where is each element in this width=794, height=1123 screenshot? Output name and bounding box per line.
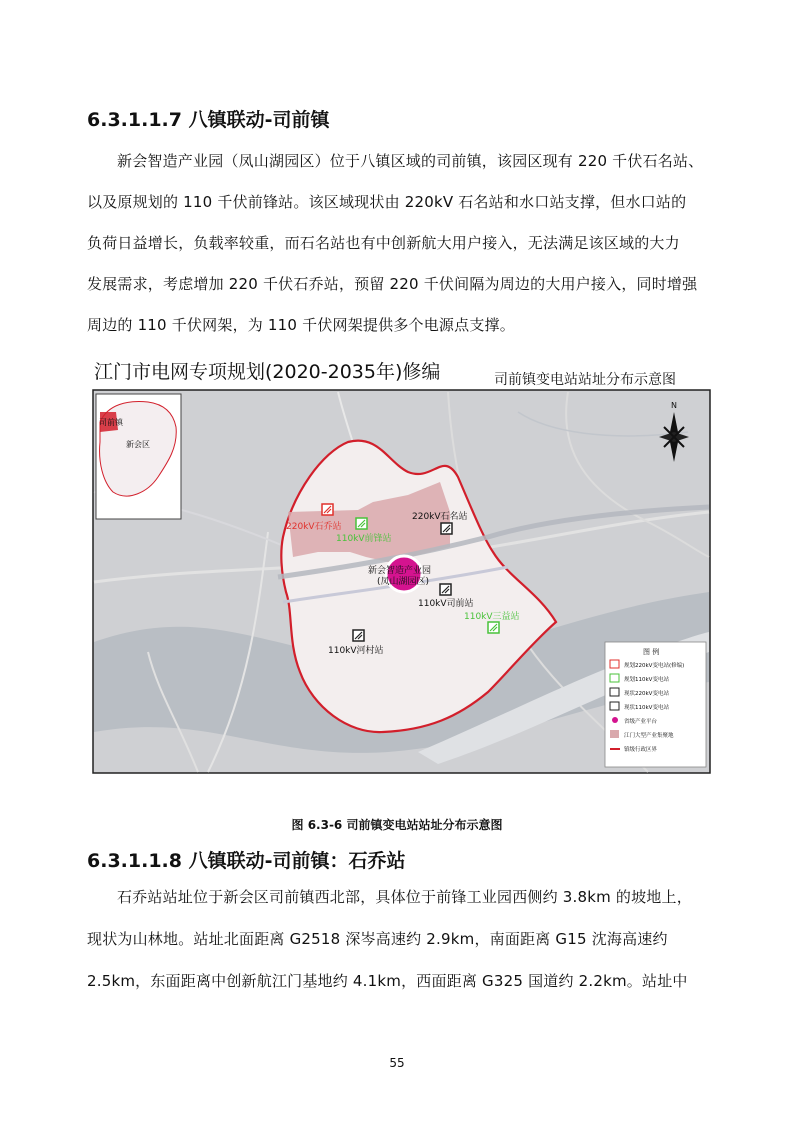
paragraph-line: 以及原规划的 110 千伏前锋站。该区域现状由 220kV 石名站和水口站支撑，但水口站的 — [87, 193, 687, 211]
inset-map — [96, 394, 181, 519]
park-label-line2: (凤山湖园区) — [377, 577, 430, 587]
paragraph-line: 周边的 110 千伏网架，为 110 千伏网架提供多个电源点支撑。 — [87, 316, 515, 334]
station-sanzhu-label: 110kV三益站 — [464, 612, 520, 622]
station-shiqiao-icon — [322, 504, 333, 515]
inset-label-xinhui: 新会区 — [126, 440, 150, 449]
svg-text:N: N — [671, 401, 677, 410]
station-shiqiao-label: 220kV石乔站 — [286, 522, 342, 532]
paragraph-line: 石乔站站址位于新会区司前镇西北部，具体位于前锋工业园西侧约 3.8km 的坡地上， — [117, 888, 692, 906]
substation-map-figure — [88, 352, 718, 798]
station-hecun-label: 110kV河村站 — [328, 646, 384, 656]
legend-item: 现状110kV变电站 — [624, 705, 669, 711]
section-heading: 6.3.1.1.7 八镇联动-司前镇 — [87, 109, 330, 131]
figure-main-title: 江门市电网专项规划(2020-2035年)修编 — [94, 361, 441, 383]
paragraph-line: 负荷日益增长，负载率较重，而石名站也有中创新航大用户接入，无法满足该区域的大力 — [87, 234, 680, 252]
station-shiming-icon — [441, 523, 452, 534]
paragraph-line: 2.5km，东面距离中创新航江门基地约 4.1km，西面距离 G325 国道约 2.2km。站址中 — [87, 972, 688, 990]
station-shiming-label: 220kV石名站 — [412, 512, 468, 522]
paragraph-line: 现状为山林地。站址北面距离 G2518 深岑高速约 2.9km，南面距离 G15 沈海高速约 — [87, 930, 668, 948]
station-sanzhu-icon — [488, 622, 499, 633]
legend-item: 现状220kV变电站 — [624, 691, 669, 697]
legend-item: 江门大型产业集聚地 — [624, 733, 674, 739]
station-qianfeng-label: 110kV前锋站 — [336, 534, 392, 544]
legend-item: 省级产业平台 — [624, 719, 658, 725]
park-label-line1: 新会智造产业园 — [368, 566, 432, 576]
station-hecun-icon — [353, 630, 364, 641]
section-heading: 6.3.1.1.8 八镇联动-司前镇：石乔站 — [87, 850, 406, 872]
paragraph-line: 新会智造产业园（凤山湖园区）位于八镇区域的司前镇，该园区现有 220 千伏石名站、 — [117, 152, 704, 170]
paragraph-line: 发展需求，考虑增加 220 千伏石乔站，预留 220 千伏间隔为周边的大用户接入，同时增强 — [87, 275, 698, 293]
station-siqian-label: 110kV司前站 — [418, 599, 474, 609]
map-legend — [605, 642, 706, 767]
station-siqian-icon — [440, 584, 451, 595]
legend-item: 镇级行政区界 — [624, 747, 658, 753]
figure-caption: 图 6.3-6 司前镇变电站站址分布示意图 — [291, 818, 503, 832]
legend-item: 规划220kV变电站(修编) — [624, 663, 685, 669]
legend-title: 图 例 — [643, 648, 660, 656]
legend-item: 规划110kV变电站 — [624, 677, 669, 683]
figure-sub-title: 司前镇变电站站址分布示意图 — [494, 372, 676, 388]
station-qianfeng-icon — [356, 518, 367, 529]
page-number: 55 — [389, 1056, 405, 1070]
inset-label-siqian: 司前镇 — [99, 418, 123, 427]
